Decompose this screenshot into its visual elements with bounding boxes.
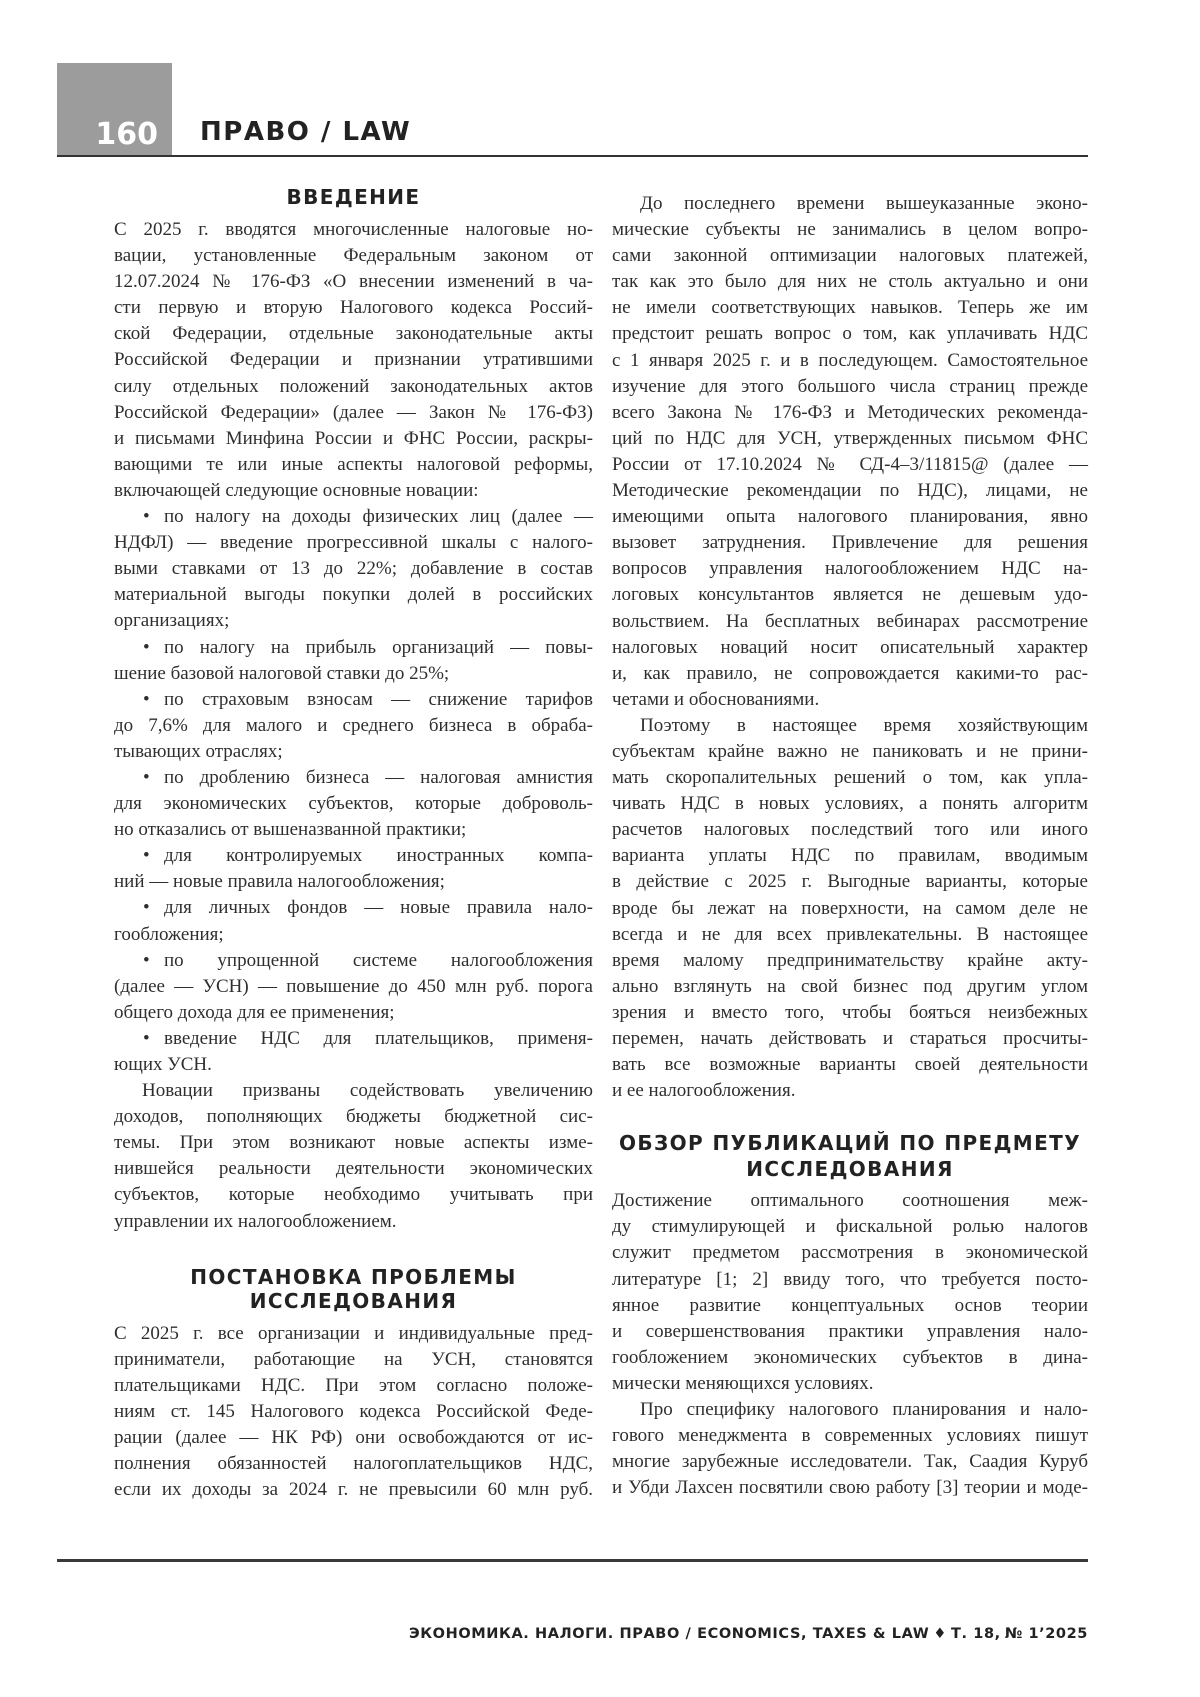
left-column	[114, 185, 593, 1503]
text-line: и ее налогообложения.	[612, 1078, 1088, 1104]
text-line: с 1 января 2025 г. и в последующем. Самостоятельное	[612, 348, 1088, 374]
text-line: и Убди Лахсен посвятили свою работу [3] теории и моде-	[612, 1475, 1088, 1501]
text-line: сами законной оптимизации налоговых платежей,	[612, 243, 1088, 269]
text-line: темы. При этом возникают новые аспекты изме-	[114, 1130, 593, 1156]
text-line: ций по НДС для УСН, утвержденных письмом ФНС	[612, 426, 1088, 452]
text-line: До последнего времени вышеуказанные эконо-	[612, 191, 1088, 217]
text-line: Российской Федерации и признании утратившими	[114, 347, 593, 373]
text-line: вроде бы лежат на поверхности, на самом деле не	[612, 896, 1088, 922]
bullet-text: для личных фондов — новые правила нало-	[114, 895, 593, 921]
text-line: общего дохода для ее применения;	[114, 1000, 593, 1026]
text-line: чивать НДС в новых условиях, а понять алгоритм	[612, 791, 1088, 817]
text-line	[114, 1026, 593, 1052]
text-line: тывающих отраслях;	[114, 739, 593, 765]
page-number-box	[57, 63, 172, 156]
text-line: в действие с 2025 г. Выгодные варианты, которые	[612, 869, 1088, 895]
text-line: всегда и не для всех привлекательны. В настоящее	[612, 922, 1088, 948]
heading-problem	[114, 1265, 593, 1313]
paragraph-intro	[114, 217, 593, 504]
heading-line: ИССЛЕДОВАНИЯ	[114, 1289, 593, 1313]
text-line: если их доходы за 2024 г. не превысили 60 млн руб.	[114, 1477, 593, 1503]
text-line: выми ставками от 13 до 22%; добавление в состав	[114, 556, 593, 582]
text-line: С 2025 г. вводятся многочисленные налоговые но-	[114, 217, 593, 243]
journal-footer	[405, 1626, 1088, 1642]
diamond-icon	[933, 1626, 947, 1642]
text-line: вающими те или иные аспекты налоговой реформы,	[114, 452, 593, 478]
text-line: материальной выгоды покупки долей в российских	[114, 582, 593, 608]
text-line: С 2025 г. все организации и индивидуальные пред-	[114, 1321, 593, 1347]
text-line: нившейся реальности деятельности экономических	[114, 1156, 593, 1182]
bullet-text: по налогу на доходы физических лиц (далее —	[114, 504, 593, 530]
paragraph-right-1	[612, 191, 1088, 713]
text-line: мические субъекты не занимались в целом вопро-	[612, 217, 1088, 243]
text-line: и, как правило, не сопровождается какими-то рас-	[612, 661, 1088, 687]
text-line: служит предметом рассмотрения в экономической	[612, 1240, 1088, 1266]
text-line: вать все возможные варианты своей деятельности	[612, 1052, 1088, 1078]
bullet-item	[114, 948, 593, 1026]
bullet-icon	[143, 635, 150, 661]
text-line: до 7,6% для малого и среднего бизнеса в обраба-	[114, 713, 593, 739]
text-line: включающей следующие основные новации:	[114, 478, 593, 504]
paragraph-right-2	[612, 713, 1088, 1104]
text-line: ально взглянуть на свой бизнес под другим углом	[612, 974, 1088, 1000]
text-line: мать скоропалительных решений о том, как упла-	[612, 765, 1088, 791]
text-line: многие зарубежные исследователи. Так, Саадия Куруб	[612, 1449, 1088, 1475]
text-line: Про специфику налогового планирования и нало-	[612, 1397, 1088, 1423]
text-line: но отказались от вышеназванной практики;	[114, 817, 593, 843]
journal-title: ЭКОНОМИКА. НАЛОГИ. ПРАВО / ECONOMICS, TAXES & LAW	[409, 1626, 929, 1642]
text-line: ющих УСН.	[114, 1052, 593, 1078]
text-line: варианта уплаты НДС по правилам, вводимым	[612, 843, 1088, 869]
bullet-item	[114, 895, 593, 947]
header-divider	[57, 155, 1088, 157]
text-line: доходов, пополняющих бюджеты бюджетной сис-	[114, 1104, 593, 1130]
text-line	[114, 635, 593, 661]
text-line: полнения обязанностей налогоплательщиков НДС,	[114, 1451, 593, 1477]
text-line: управлении их налогообложением.	[114, 1209, 593, 1235]
text-line: России от 17.10.2024 № СД-4–3/11815@ (далее —	[612, 452, 1088, 478]
bullet-icon	[143, 948, 150, 974]
text-line: 12.07.2024 № 176-ФЗ «О внесении изменений в ча-	[114, 269, 593, 295]
heading-introduction: ВВЕДЕНИЕ	[114, 185, 593, 217]
text-line: (далее — УСН) — повышение до 450 млн руб. порога	[114, 974, 593, 1000]
text-line: Российской Федерации» (далее — Закон № 176-ФЗ)	[114, 400, 593, 426]
text-line: Методические рекомендации по НДС), лицами, не	[612, 478, 1088, 504]
paragraph-novations	[114, 1078, 593, 1235]
text-line: гового менеджмента в современных условиях пишут	[612, 1423, 1088, 1449]
footer-divider	[57, 1559, 1088, 1562]
bullet-text: по страховым взносам — снижение тарифов	[114, 687, 593, 713]
bullet-item	[114, 504, 593, 634]
bullet-icon	[143, 765, 150, 791]
text-line: НДФЛ) — введение прогрессивной шкалы с налого-	[114, 530, 593, 556]
bullet-item	[114, 687, 593, 765]
text-line: так как это было для них не столь актуально и они	[612, 269, 1088, 295]
paragraph-review-2	[612, 1397, 1088, 1501]
bullet-text: по упрощенной системе налогообложения	[114, 948, 593, 974]
text-line: гообложения;	[114, 922, 593, 948]
text-line: имеющими опыта налогового планирования, явно	[612, 504, 1088, 530]
heading-line: ОБЗОР ПУБЛИКАЦИЙ ПО ПРЕДМЕТУ	[612, 1130, 1088, 1156]
bullet-icon	[143, 843, 150, 869]
page-number: 160	[95, 117, 158, 152]
text-line	[114, 948, 593, 974]
text-line: плательщиками НДС. При этом согласно положе-	[114, 1373, 593, 1399]
journal-issue: № 1’2025	[1005, 1626, 1088, 1642]
text-line: субъектам крайне важно не паниковать и не прини-	[612, 739, 1088, 765]
text-line: субъектов, которые необходимо учитывать при	[114, 1182, 593, 1208]
bullet-item	[114, 843, 593, 895]
section-title: ПРАВО / LAW	[200, 117, 411, 147]
bullet-icon	[143, 1026, 150, 1052]
paragraph-review-1	[612, 1188, 1088, 1397]
text-line: логовых консультантов является не дешевым удо-	[612, 582, 1088, 608]
right-column	[612, 191, 1088, 1501]
text-line: вопросов управления налогообложением НДС на-	[612, 556, 1088, 582]
bullet-text: по налогу на прибыль организаций — повы-	[114, 635, 593, 661]
text-line: Поэтому в настоящее время хозяйствующим	[612, 713, 1088, 739]
journal-volume: Т. 18,	[951, 1626, 1001, 1642]
bullet-icon	[143, 687, 150, 713]
heading-line: ИССЛЕДОВАНИЯ	[612, 1156, 1088, 1182]
text-line: литературе [1; 2] ввиду того, что требуется посто-	[612, 1267, 1088, 1293]
bullet-list	[114, 504, 593, 1078]
heading-review	[612, 1130, 1088, 1182]
text-line: перемен, начать действовать и стараться просчиты-	[612, 1026, 1088, 1052]
text-line	[114, 504, 593, 530]
bullet-item	[114, 635, 593, 687]
text-line: предстоит решать вопрос о том, как уплачивать НДС	[612, 321, 1088, 347]
bullet-icon	[143, 895, 150, 921]
text-line: рации (далее — НК РФ) они освобождаются от ис-	[114, 1425, 593, 1451]
text-line: Достижение оптимального соотношения меж-	[612, 1188, 1088, 1214]
text-line: вызовет затруднения. Привлечение для решения	[612, 530, 1088, 556]
text-line: для экономических субъектов, которые доброволь-	[114, 791, 593, 817]
text-line: время малому предпринимательству крайне акту-	[612, 948, 1088, 974]
text-line	[114, 843, 593, 869]
bullet-icon	[143, 504, 150, 530]
heading-line: ПОСТАНОВКА ПРОБЛЕМЫ	[114, 1265, 593, 1289]
text-line: изучение для этого большого числа страниц прежде	[612, 374, 1088, 400]
text-line: Новации призваны содействовать увеличению	[114, 1078, 593, 1104]
bullet-text: для контролируемых иностранных компа-	[114, 843, 593, 869]
text-line	[114, 687, 593, 713]
text-line: ду стимулирующей и фискальной ролью налогов	[612, 1214, 1088, 1240]
text-line: всего Закона № 176-ФЗ и Методических рекоменда-	[612, 400, 1088, 426]
text-line: ской Федерации, отдельные законодательные акты	[114, 321, 593, 347]
text-line: и совершенствования практики управления нало-	[612, 1319, 1088, 1345]
bullet-item	[114, 765, 593, 843]
text-line: ниям ст. 145 Налогового кодекса Российской Феде-	[114, 1399, 593, 1425]
text-line: организациях;	[114, 608, 593, 634]
text-line: шение базовой налоговой ставки до 25%;	[114, 661, 593, 687]
bullet-text: по дроблению бизнеса — налоговая амнистия	[114, 765, 593, 791]
text-line: мически меняющихся условиях.	[612, 1371, 1088, 1397]
text-line: зрения и вместо того, чтобы бояться неизбежных	[612, 1000, 1088, 1026]
text-line: сти первую и вторую Налогового кодекса Россий-	[114, 295, 593, 321]
text-line: янное развитие концептуальных основ теории	[612, 1293, 1088, 1319]
text-line	[114, 765, 593, 791]
text-line: четами и обоснованиями.	[612, 687, 1088, 713]
text-line: и письмами Минфина России и ФНС России, раскры-	[114, 426, 593, 452]
text-line	[114, 895, 593, 921]
bullet-item	[114, 1026, 593, 1078]
paragraph-problem	[114, 1321, 593, 1504]
text-line: ний — новые правила налогообложения;	[114, 869, 593, 895]
text-line: приниматели, работающие на УСН, становятся	[114, 1347, 593, 1373]
text-line: вации, установленные Федеральным законом от	[114, 243, 593, 269]
text-line: налоговых новаций носит описательный характер	[612, 635, 1088, 661]
text-line: не имели соответствующих навыков. Теперь же им	[612, 295, 1088, 321]
text-line: расчетов налоговых последствий того или иного	[612, 817, 1088, 843]
bullet-text: введение НДС для плательщиков, применя-	[114, 1026, 593, 1052]
text-line: силу отдельных положений законодательных актов	[114, 374, 593, 400]
text-line: гообложением экономических субъектов в дина-	[612, 1345, 1088, 1371]
text-line: вольствием. На бесплатных вебинарах рассмотрение	[612, 609, 1088, 635]
